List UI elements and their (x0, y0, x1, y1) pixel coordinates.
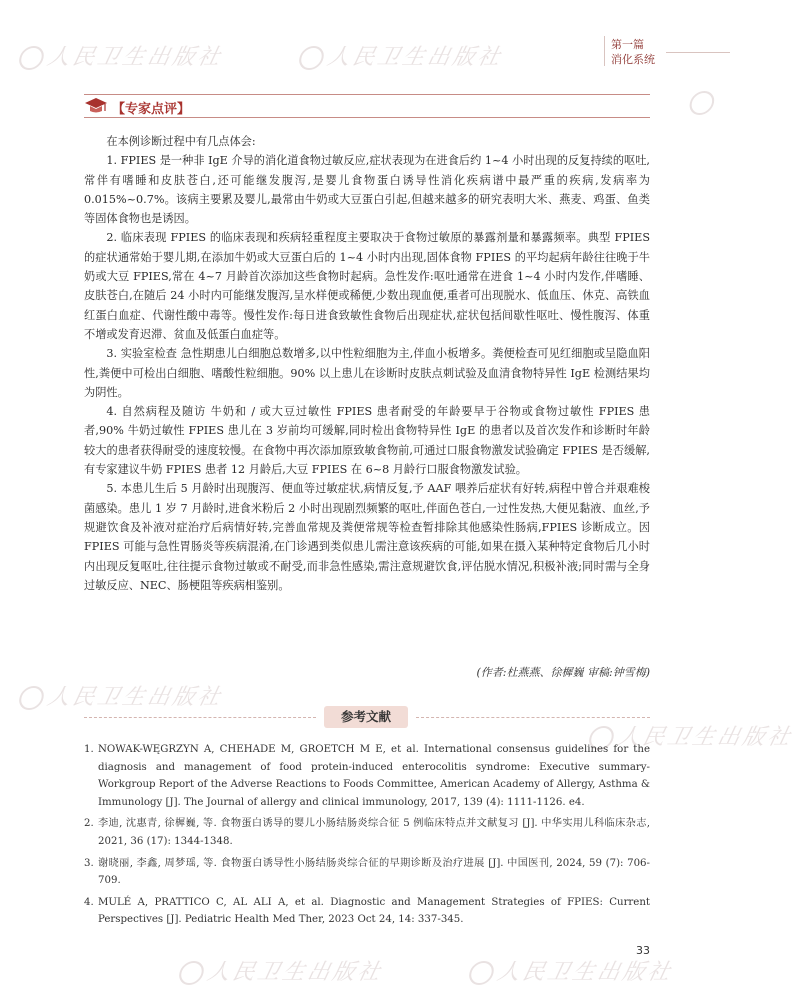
reference-item (84, 741, 650, 811)
reference-item (84, 894, 650, 929)
reference-text: 谢晓丽, 李鑫, 周梦瑶, 等. 食物蛋白诱导性小肠结肠炎综合征的早期诊断及治疗进展 [J]. 中国医刊, 2024, 59 (7): 706-709. (98, 857, 650, 887)
reference-text: NOWAK-WĘGRZYN A, CHEHADE M, GROETCH M E, et al. International consensus guidelines for the diagnosis and management of food protein-induced enterocolitis syndrome: Executive summary-Workgroup Report of the Adverse Reactions to Foods Committee, American Academy of Allergy, Asthma & Immunology [J]. The Journal of allergy and clinical immunology, 2017, 139 (4): 1111-1126. e4. (98, 744, 650, 808)
reference-text: MULÉ A, PRATTICO C, AL ALI A, et al. Diagnostic and Management Strategies of FPIES: Current Perspectives [J]. Pediatric Health Med Ther, 2023 Oct 24, 14: 337-345. (98, 896, 650, 926)
commentary-body (84, 132, 650, 595)
references-list (84, 741, 650, 933)
reference-number: 3. (84, 857, 94, 869)
paragraph-2: 2. 临床表现 FPIES 的临床表现和疾病轻重程度主要取决于食物过敏原的暴露剂量和暴露频率。典型 FPIES 的症状通常始于婴儿期,在添加牛奶或大豆蛋白后的 1~4 小时内出现,固体食物 FPIES 的平均起病年龄往往晚于牛奶或大豆 FPIES,常在 4~7 月龄首次添加这些食物时起病。急性发作:呕吐通常在进食 1~4 小时内发作,伴嗜睡、皮肤苍白,在随后 24 小时内可能继发腹泻,呈水样便或稀便,少数出现血便,重者可出现脱水、低血压、休克、高铁血红蛋白血症、代谢性酸中毒等。慢性发作:每日进食致敏性食物后出现症状,症状包括间歇性呕吐、慢性腹泻、体重不增或发育迟滞、贫血及低蛋白血症等。 (84, 231, 650, 341)
divider-left (84, 717, 316, 718)
paragraph-4: 4. 自然病程及随访 牛奶和 / 或大豆过敏性 FPIES 患者耐受的年龄要早于谷物或食物过敏性 FPIES 患者,90% 牛奶过敏性 FPIES 患儿在 3 岁前均可缓解,同时检出食物特异性 IgE 的患者以及首次发作和诊断时年龄较大的患者获得耐受的速度较慢。在食物中再次添加原致敏食物前,可通过口服食物激发试验确定 FPIES 是否缓解,有专家建议牛奶 FPIES 患者 12 月龄后,大豆 FPIES 在 6~8 月龄行口服食物激发试验。 (84, 405, 650, 477)
paragraph-1: 1. FPIES 是一种非 IgE 介导的消化道食物过敏反应,症状表现为在进食后约 1~4 小时出现的反复持续的呕吐,常伴有嗜睡和皮肤苍白,还可能继发腹泻,是婴儿食物蛋白诱导性消化疾病谱中最严重的疾病,发病率为 0.015%~0.7%。该病主要累及婴儿,最常由牛奶或大豆蛋白引起,但越来越多的研究表明大米、燕麦、鸡蛋、鱼类等固体食物也是诱因。 (84, 154, 650, 226)
intro-paragraph: 在本例诊断过程中有几点体会: (106, 135, 256, 148)
paragraph-5: 5. 本患儿生后 5 月龄时出现腹泻、便血等过敏症状,病情反复,予 AAF 喂养后症状有好转,病程中曾合并艰难梭菌感染。患儿 1 岁 7 月龄时,进食米粉后 2 小时出现剧烈频繁的呕吐,伴面色苍白,一过性发热,大便见黏液、血丝,予规避饮食及补液对症治疗后病情好转,完善血常规及粪便常规等检查暂排除其他感染性肠病,FPIES 诊断成立。因 FPIES 可能与急性胃肠炎等疾病混淆,在门诊遇到类似患儿需注意该疾病的可能,如果在摄入某种特定食物后几小时内出现反复呕吐,往往提示食物过敏或不耐受,而非急性感染,需注意规避饮食,评估脱水情况,积极补液;同时需与全身过敏反应、NEC、肠梗阻等疾病相鉴别。 (84, 482, 650, 592)
reference-number: 4. (84, 896, 94, 908)
watermark (687, 90, 720, 115)
divider-right (416, 717, 650, 718)
graduation-cap-icon (84, 96, 108, 116)
chapter-tab (604, 36, 731, 66)
watermark: 人民卫生出版社 (17, 40, 227, 71)
watermark: 人民卫生出版社 (177, 955, 387, 986)
reference-item (84, 815, 650, 850)
author-credit: (作者:杜燕燕、徐樨巍 审稿:钟雪梅) (476, 666, 650, 679)
reference-number: 1. (84, 744, 94, 755)
chapter-part: 第一篇 (611, 38, 644, 51)
reference-item (84, 855, 650, 890)
header-divider (666, 52, 730, 53)
watermark: 人民卫生出版社 (17, 680, 227, 711)
references-heading (84, 706, 650, 730)
paragraph-3: 3. 实验室检查 急性期患儿白细胞总数增多,以中性粒细胞为主,伴血小板增多。粪便检查可见红细胞或呈隐血阳性,粪便中可检出白细胞、嗜酸性粒细胞。90% 以上患儿在诊断时皮肤点刺试验及血清食物特异性 IgE 检测结果均为阴性。 (84, 347, 650, 399)
references-title: 参考文献 (324, 706, 408, 728)
reference-text: 李迪, 沈惠青, 徐樨巍, 等. 食物蛋白诱导的婴儿小肠结肠炎综合征 5 例临床特点并文献复习 [J]. 中华实用儿科临床杂志, 2021, 36 (17): 1344-1348. (98, 818, 650, 847)
watermark: 人民卫生出版社 (467, 955, 677, 986)
reference-number: 2. (84, 818, 94, 830)
page-number: 33 (636, 944, 650, 957)
chapter-name: 消化系统 (611, 53, 655, 66)
expert-comment-title: 【专家点评】 (112, 102, 191, 117)
watermark: 人民卫生出版社 (297, 40, 507, 71)
watermark: 人民卫生出版社 (587, 720, 796, 751)
expert-comment-heading (84, 94, 650, 118)
